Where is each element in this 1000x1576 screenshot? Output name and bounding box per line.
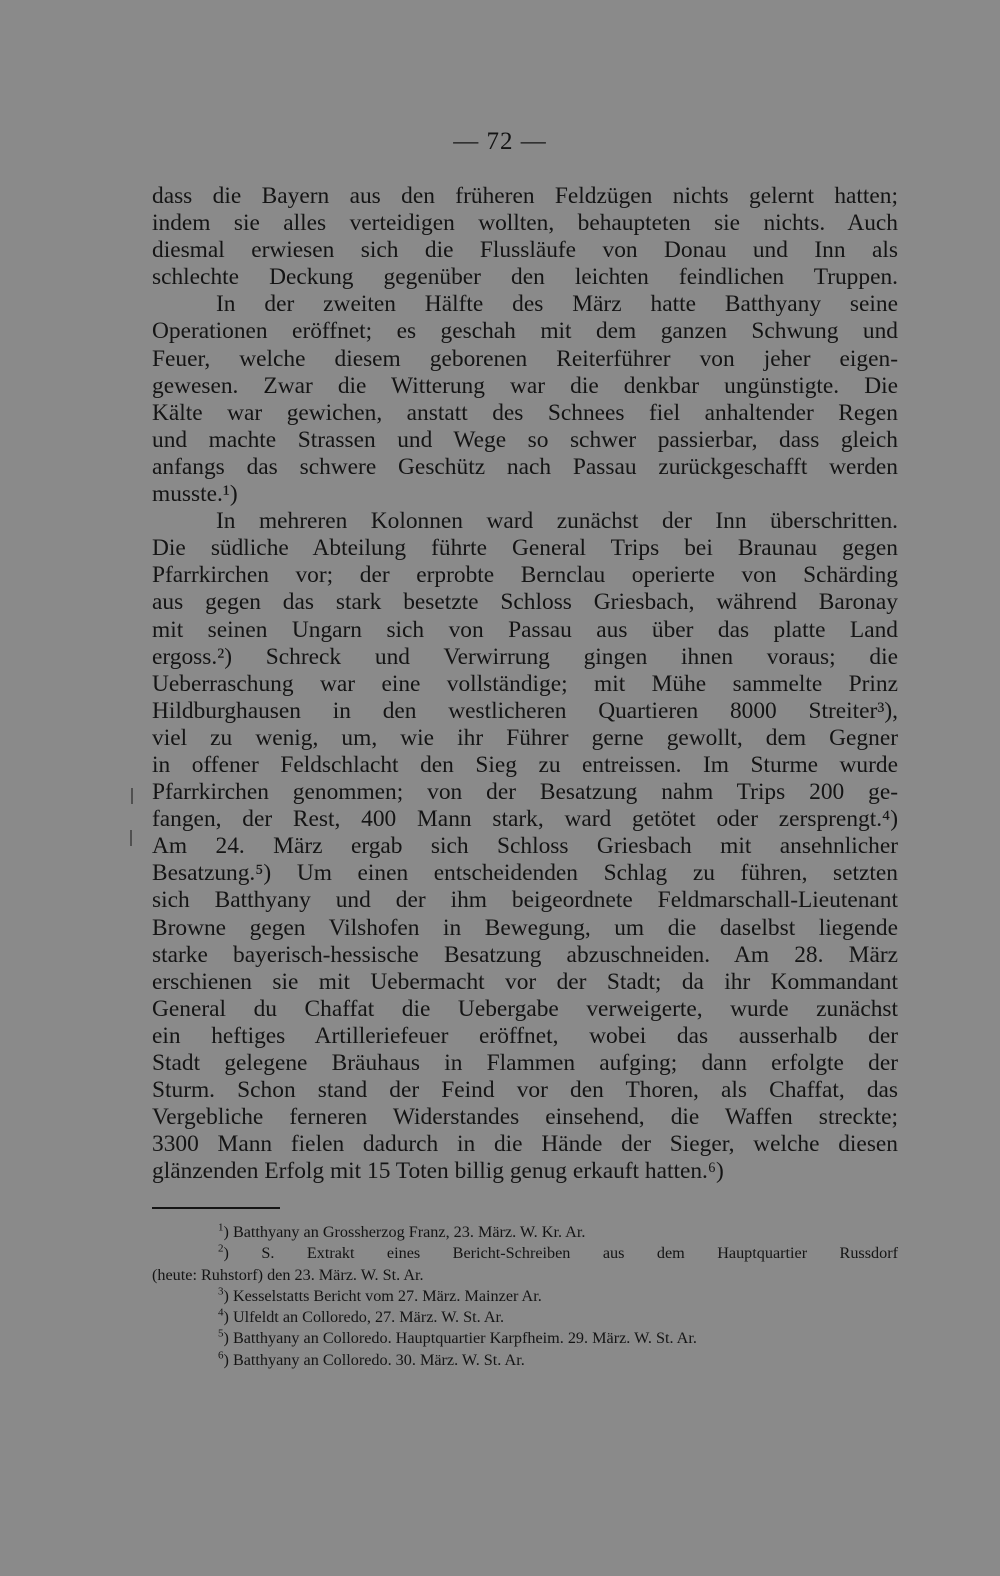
text-line: Am 24. März ergab sich Schloss Griesbach mit ansehnlicher [152, 833, 898, 860]
footnotes [152, 1222, 898, 1371]
text-line: Die südliche Abteilung führte General Trips bei Braunau gegen [152, 535, 898, 562]
body-text [152, 183, 898, 1185]
text-line: dass die Bayern aus den früheren Feldzügen nichts gelernt hatten; [152, 183, 898, 209]
text-line: Pfarrkirchen genommen; von der Besatzung nahm Trips 200 ge- [152, 779, 898, 806]
text-line: in offener Feldschlacht den Sieg zu entreissen. Im Sturme wurde [152, 751, 898, 778]
footnote-divider [152, 1207, 280, 1209]
text-line: Stadt gelegene Bräuhaus in Flammen aufging; dann erfolgte der [152, 1050, 898, 1076]
text-line: ergoss.²) Schreck und Verwirrung gingen ihnen voraus; die [152, 643, 898, 670]
footnote-2-continuation: (heute: Ruhstorf) den 23. März. W. St. Ar. [152, 1265, 424, 1284]
footnote-6: $^6$) Batthyany an Colloredo. 30. März. W. St. Ar. [218, 1349, 525, 1369]
text-line: Pfarrkirchen vor; der erprobte Bernclau operierte von Schärding [152, 562, 898, 589]
text-line: musste.¹) [152, 481, 238, 508]
text-line: aus gegen das stark besetzte Schloss Griesbach, während Baronay [152, 589, 898, 616]
footnote-marker: 6 [218, 1349, 224, 1362]
text-line: Besatzung.⁵) Um einen entscheidenden Schlag zu führen, setzten [152, 860, 898, 887]
footnote-2: $^2$) S. Extrakt eines Bericht-Schreiben aus dem Hauptquartier Russdorf [218, 1242, 898, 1263]
text-line: starke bayerisch-hessische Besatzung abzuschneiden. Am 28. März [152, 941, 898, 968]
footnote-text: Ulfeldt an Colloredo, 27. März. W. St. Ar. [232, 1308, 505, 1327]
text-line: Sturm. Schon stand der Feind vor den Thoren, als Chaffat, das [152, 1077, 898, 1104]
footnote-marker: 5 [218, 1328, 224, 1341]
text-line: anfangs das schwere Geschütz nach Passau zurückgeschafft werden [152, 453, 898, 480]
text-line: Vergebliche ferneren Widerstandes einsehend, die Waffen streckte; [152, 1104, 898, 1131]
footnote-marker: 3 [218, 1285, 224, 1298]
footnote-text: Kesselstatts Bericht vom 27. März. Mainzer Ar. [232, 1286, 542, 1305]
footnote-marker: 4 [218, 1306, 224, 1319]
text-line: erschienen sie mit Uebermacht vor der Stadt; da ihr Kommandant [152, 968, 898, 995]
text-line: 3300 Mann fielen dadurch in die Hände der Sieger, welche diesen [152, 1131, 898, 1158]
footnote-marker: 2 [218, 1242, 224, 1255]
text-line: ein heftiges Artilleriefeuer eröffnet, wobei das ausserhalb der [152, 1022, 898, 1049]
footnote-1: $^1$) Batthyany an Grossherzog Franz, 23. März. W. Kr. Ar. [218, 1221, 586, 1241]
scan-speck [130, 830, 132, 846]
scan-speck [131, 788, 133, 804]
text-line: Ueberraschung war eine vollständige; mit Mühe sammelte Prinz [152, 670, 898, 697]
text-line: General du Chaffat die Uebergabe verweigerte, wurde zunächst [152, 995, 898, 1022]
footnote-text: Batthyany an Colloredo. Hauptquartier Karpfheim. 29. März. W. St. Ar. [232, 1329, 697, 1348]
text-line: In mehreren Kolonnen ward zunächst der Inn überschritten. [216, 508, 898, 535]
footnote-5: $^5$) Batthyany an Colloredo. Hauptquartier Karpfheim. 29. März. W. St. Ar. [218, 1328, 697, 1348]
footnote-3: $^3$) Kesselstatts Bericht vom 27. März. Mainzer Ar. [218, 1285, 542, 1305]
footnote-text: Batthyany an Colloredo. 30. März. W. St. Ar. [232, 1350, 525, 1369]
footnote-text: S. Extrakt eines Bericht-Schreiben aus dem Hauptquartier Russdorf [261, 1244, 898, 1263]
text-line: In der zweiten Hälfte des März hatte Batthyany seine [216, 291, 898, 318]
text-line: indem sie alles verteidigen wollten, behaupteten sie nichts. Auch [152, 210, 898, 237]
text-line: Browne gegen Vilshofen in Bewegung, um die daselbst liegende [152, 914, 898, 941]
text-line: schlechte Deckung gegenüber den leichten feindlichen Truppen. [152, 264, 898, 291]
text-line: Kälte war gewichen, anstatt des Schnees fiel anhaltender Regen [152, 399, 898, 426]
page-number: — 72 — [453, 128, 547, 155]
text-line: viel zu wenig, um, wie ihr Führer gerne gewollt, dem Gegner [152, 724, 898, 751]
text-line: und machte Strassen und Wege so schwer passierbar, dass gleich [152, 426, 898, 453]
footnote-text: Batthyany an Grossherzog Franz, 23. März. W. Kr. Ar. [232, 1223, 586, 1241]
footnote-4: $^4$) Ulfeldt an Colloredo, 27. März. W. St. Ar. [218, 1306, 505, 1327]
text-line: mit seinen Ungarn sich von Passau aus über das platte Land [152, 616, 898, 643]
text-line: sich Batthyany und der ihm beigeordnete Feldmarschall-Lieutenant [152, 887, 898, 914]
text-line: Hildburghausen in den westlicheren Quartieren 8000 Streiter³), [152, 697, 898, 724]
text-line: fangen, der Rest, 400 Mann stark, ward getötet oder zersprengt.⁴) [152, 806, 898, 833]
text-line: Operationen eröffnet; es geschah mit dem ganzen Schwung und [152, 318, 898, 345]
text-line: diesmal erwiesen sich die Flussläufe von Donau und Inn als [152, 237, 898, 264]
footnote-marker: 1 [218, 1221, 224, 1234]
text-line: glänzenden Erfolg mit 15 Toten billig genug erkauft hatten.⁶) [152, 1158, 724, 1185]
text-line: gewesen. Zwar die Witterung war die denkbar ungünstigte. Die [152, 372, 898, 399]
text-line: Feuer, welche diesem geborenen Reiterführer von jeher eigen- [152, 345, 898, 372]
